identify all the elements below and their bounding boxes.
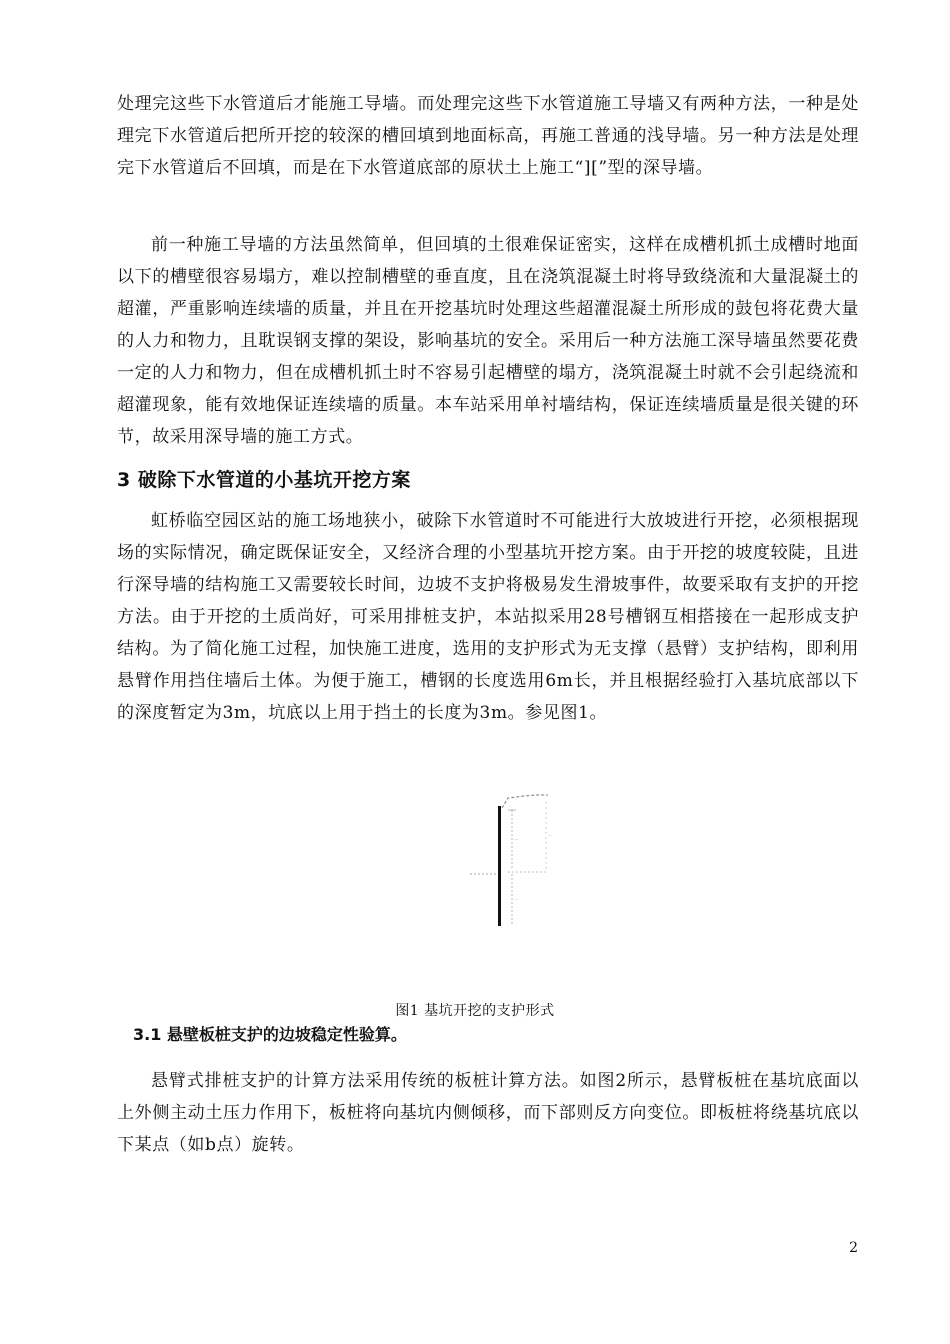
figure-caption: 图1 基坑开挖的支护形式	[395, 1003, 555, 1019]
figure-1-support-diagram	[466, 790, 576, 930]
dimension-mark: —	[514, 896, 518, 901]
page-number: 2	[849, 1240, 858, 1256]
paragraph-guide-wall-methods: 处理完这些下水管道后才能施工导墙。而处理完这些下水管道施工导墙又有两种方法，一种是处理完下水管道后把所开挖的较深的槽回填到地面标高，再施工普通的浅导墙。另一种方法是处理完下水管道后不回填，而是在下水管道底部的原状土上施工“][”型的深导墙。	[117, 94, 859, 178]
dimension-mark: —	[548, 832, 552, 837]
ground-line	[502, 795, 548, 808]
sheet-pile	[498, 806, 501, 926]
section-heading-3: 3 破除下水管道的小基坑开挖方案	[117, 469, 411, 491]
section-heading-3-1: 3.1 悬壁板桩支护的边坡稳定性验算。	[133, 1025, 407, 1044]
paragraph-excavation-plan: 虹桥临空园区站的施工场地狭小，破除下水管道时不可能进行大放坡进行开挖，必须根据现场的实际情况，确定既保证安全，又经济合理的小型基坑开挖方案。由于开挖的坡度较陡，且进行深导墙的结构施工又需要较长时间，边坡不支护将极易发生滑坡事件，故要采取有支护的开挖方法。由于开挖的土质尚好，可采用排桩支护，本站拟采用28号槽钢互相搭接在一起形成支护结构。为了简化施工过程，加快施工进度，选用的支护形式为无支撑（悬臂）支护结构，即利用悬臂作用挡住墙后土体。为便于施工，槽钢的长度选用6m长，并且根据经验打入基坑底部以下的深度暂定为3m，坑底以上用于挡土的长度为3m。参见图1。	[117, 511, 859, 723]
paragraph-cantilever-calculation: 悬臂式排桩支护的计算方法采用传统的板桩计算方法。如图2所示，悬臂板桩在基坑底面以上外侧主动土压力作用下，板桩将向基坑内侧倾移，而下部则反方向变位。即板桩将绕基坑底以下某点（如b点）旋转。	[117, 1071, 859, 1155]
paragraph-method-comparison: 前一种施工导墙的方法虽然简单，但回填的土很难保证密实，这样在成槽机抓土成槽时地面以下的槽壁很容易塌方，难以控制槽壁的垂直度，且在浇筑混凝土时将导致绕流和大量混凝土的超灌，严重影响连续墙的质量，并且在开挖基坑时处理这些超灌混凝土所形成的鼓包将花费大量的人力和物力，且耽误钢支撑的架设，影响基坑的安全。采用后一种方法施工深导墙虽然要花费一定的人力和物力，但在成槽机抓土时不容易引起槽壁的塌方，浇筑混凝土时就不会引起绕流和超灌现象，能有效地保证连续墙的质量。本车站采用单衬墙结构，保证连续墙质量是很关键的环节，故采用深导墙的施工方式。	[117, 235, 859, 447]
support-diagram-svg	[466, 790, 576, 930]
dimension-mark: —	[514, 836, 518, 841]
